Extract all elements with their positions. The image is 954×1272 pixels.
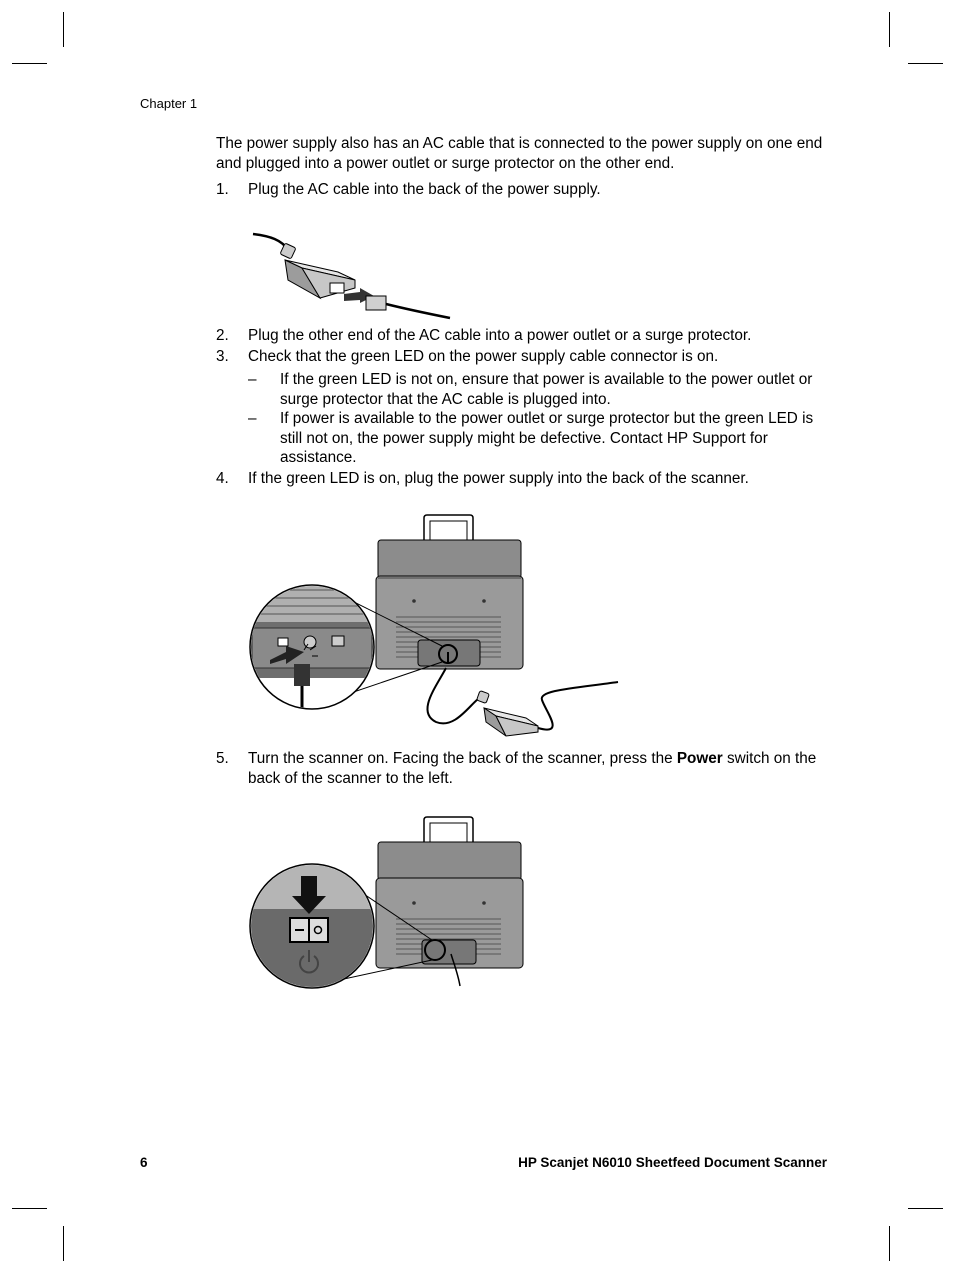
crop-mark (889, 1226, 890, 1261)
step-text: Plug the other end of the AC cable into a power outlet or a surge protector. (248, 327, 752, 344)
step-5 (216, 749, 828, 789)
step-3 (216, 347, 828, 367)
step-4 (216, 469, 828, 489)
scanner-power-switch-illustration (246, 814, 526, 992)
step-1 (216, 180, 828, 200)
running-head: Chapter 1 (140, 96, 198, 111)
crop-mark (63, 12, 64, 47)
step-text: If the green LED is on, plug the power supply into the back of the scanner. (248, 470, 749, 487)
scanner-power-connection-illustration (246, 512, 626, 747)
step-number: 2. (216, 327, 229, 344)
substep-text: If power is available to the power outlet or surge protector but the green LED is still not on, the power supply might be defective. Contact HP Support for assistance. (280, 410, 814, 466)
step-text: Turn the scanner on. Facing the back of the scanner, press the Power switch on the back of the scanner to the left. (248, 750, 817, 787)
power-supply-ac-cable-illustration (250, 228, 455, 323)
document-title: HP Scanjet N6010 Sheetfeed Document Scanner (518, 1155, 827, 1170)
crop-mark (908, 1208, 943, 1209)
step-2 (216, 326, 828, 346)
step-number: 4. (216, 470, 229, 487)
step-number: 5. (216, 750, 229, 767)
substep-dash: – (248, 371, 257, 388)
crop-mark (889, 12, 890, 47)
step-text: Check that the green LED on the power supply cable connector is on. (248, 348, 719, 365)
crop-mark (12, 1208, 47, 1209)
crop-mark (908, 63, 943, 64)
substep-text: If the green LED is not on, ensure that power is available to the power outlet or surge protector that the AC cable is plugged into. (280, 371, 813, 408)
power-switch-label: Power (676, 750, 723, 767)
crop-mark (12, 63, 47, 64)
page-number: 6 (140, 1155, 148, 1170)
crop-mark (63, 1226, 64, 1261)
substep-2 (248, 409, 828, 469)
substep-dash: – (248, 410, 257, 427)
step-number: 3. (216, 348, 229, 365)
step-number: 1. (216, 181, 229, 198)
step-text: Plug the AC cable into the back of the power supply. (248, 181, 601, 198)
intro-paragraph: The power supply also has an AC cable that is connected to the power supply on one end and plugged into a power outlet or surge protector on the other end. (216, 135, 823, 172)
substep-1 (248, 370, 828, 410)
